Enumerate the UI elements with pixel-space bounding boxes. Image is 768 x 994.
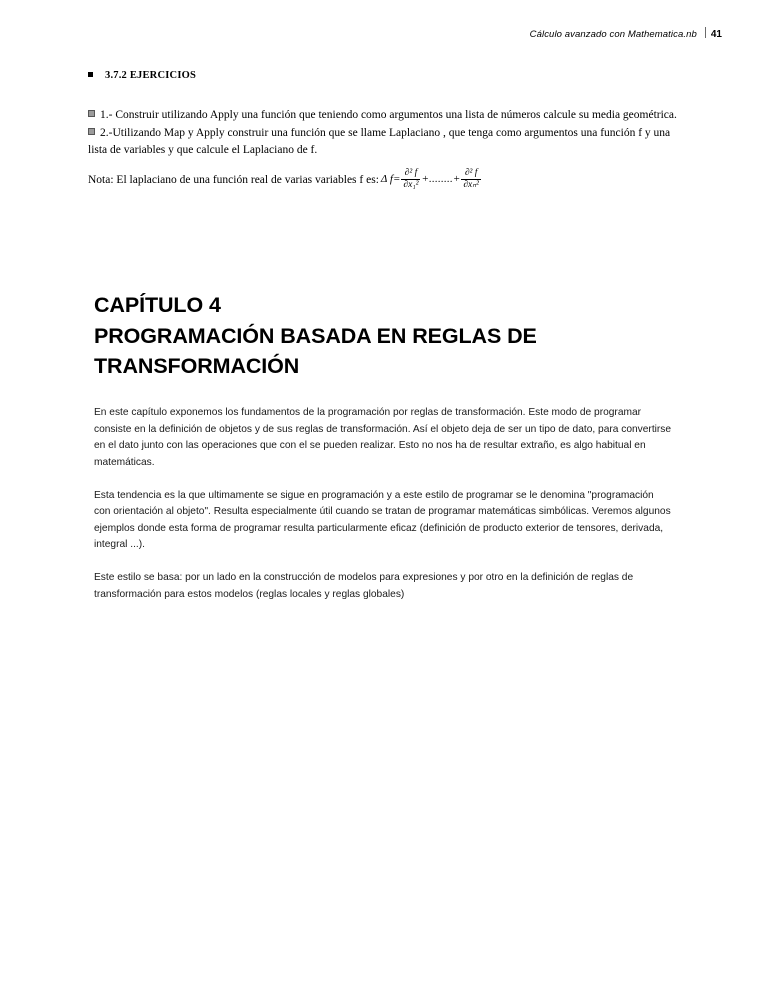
exercises-note: [88, 169, 688, 191]
laplacian-formula: [381, 169, 482, 191]
page-header: [530, 26, 722, 40]
formula-numerator-2: ∂² f: [464, 167, 478, 178]
formula-fraction-1: [401, 169, 420, 191]
formula-numerator-1: ∂² f: [404, 167, 418, 178]
header-divider: [705, 27, 706, 38]
page-title: [94, 290, 679, 382]
page-number: 41: [710, 29, 722, 40]
exercises-section: [88, 70, 688, 191]
formula-plus-1: +: [421, 173, 429, 186]
document-title: Cálculo avanzado con Mathematica.nb: [529, 29, 697, 40]
note-label: Nota: El laplaciano de una función real de varias variables f es:: [88, 173, 379, 186]
chapter-title-line-2: PROGRAMACIÓN BASADA EN REGLAS DE: [94, 323, 537, 348]
exercises-heading: [88, 70, 688, 81]
body-paragraph: Esta tendencia es la que ultimamente se sigue en programación y a este estilo de programar se le denomina "programación con orientación al objeto". Resulta especialmente útil cuando se tratan de programar matemáticas simbólicas. Veremos algunos ejemplos donde esta forma de programar resulta particularmente eficaz (definición de producto exterior de tensores, derivada, integral ...).: [94, 489, 671, 551]
chapter-title-block: [94, 290, 679, 382]
exercises-heading-text: 3.7.2 EJERCICIOS: [105, 70, 197, 81]
cell-marker-icon: [88, 110, 95, 117]
formula-lhs: Δ f=: [380, 173, 401, 186]
formula-dots: ........: [428, 173, 453, 185]
cell-marker-icon: [88, 128, 95, 135]
chapter-body: [94, 405, 672, 603]
list-item: [94, 107, 688, 123]
body-paragraph: En este capítulo exponemos los fundamentos de la programación por reglas de transformación. Este modo de programar consiste en la definición de objetos y de sus reglas de transformación. Así el objeto deja de ser un tipo de dato, para convertirse en el dato junto con las operaciones que con el se pueden realizar. Esto no nos ha de resultar extraño, es algo habitual en matemáticas.: [94, 407, 672, 468]
body-paragraph: Este estilo se basa: por un lado en la construcción de modelos para expresiones y por otro en la definición de reglas de transformación para estos modelos (reglas locales y reglas globales): [94, 572, 634, 600]
exercise-text: 2.-Utilizando Map y Apply construir una función que se llame Laplaciano , que tenga como argumentos una función f y una lista de variables y que calcule el Laplaciano de f.: [88, 127, 671, 156]
chapter-title-line-3: TRANSFORMACIÓN: [94, 354, 300, 379]
formula-denominator-2: ∂xₙ²: [463, 180, 479, 191]
chapter-title-line-1: CAPÍTULO 4: [94, 293, 221, 317]
exercises-list: [88, 107, 688, 158]
exercise-text: 1.- Construir utilizando Apply una función que teniendo como argumentos una lista de números calcule su media geométrica.: [100, 109, 677, 121]
formula-denominator-1: ∂x₁²: [403, 180, 419, 191]
formula-fraction-2: [461, 169, 481, 191]
list-item: [88, 125, 688, 158]
formula-plus-2: +: [452, 173, 461, 186]
bullet-square-icon: [88, 72, 93, 77]
